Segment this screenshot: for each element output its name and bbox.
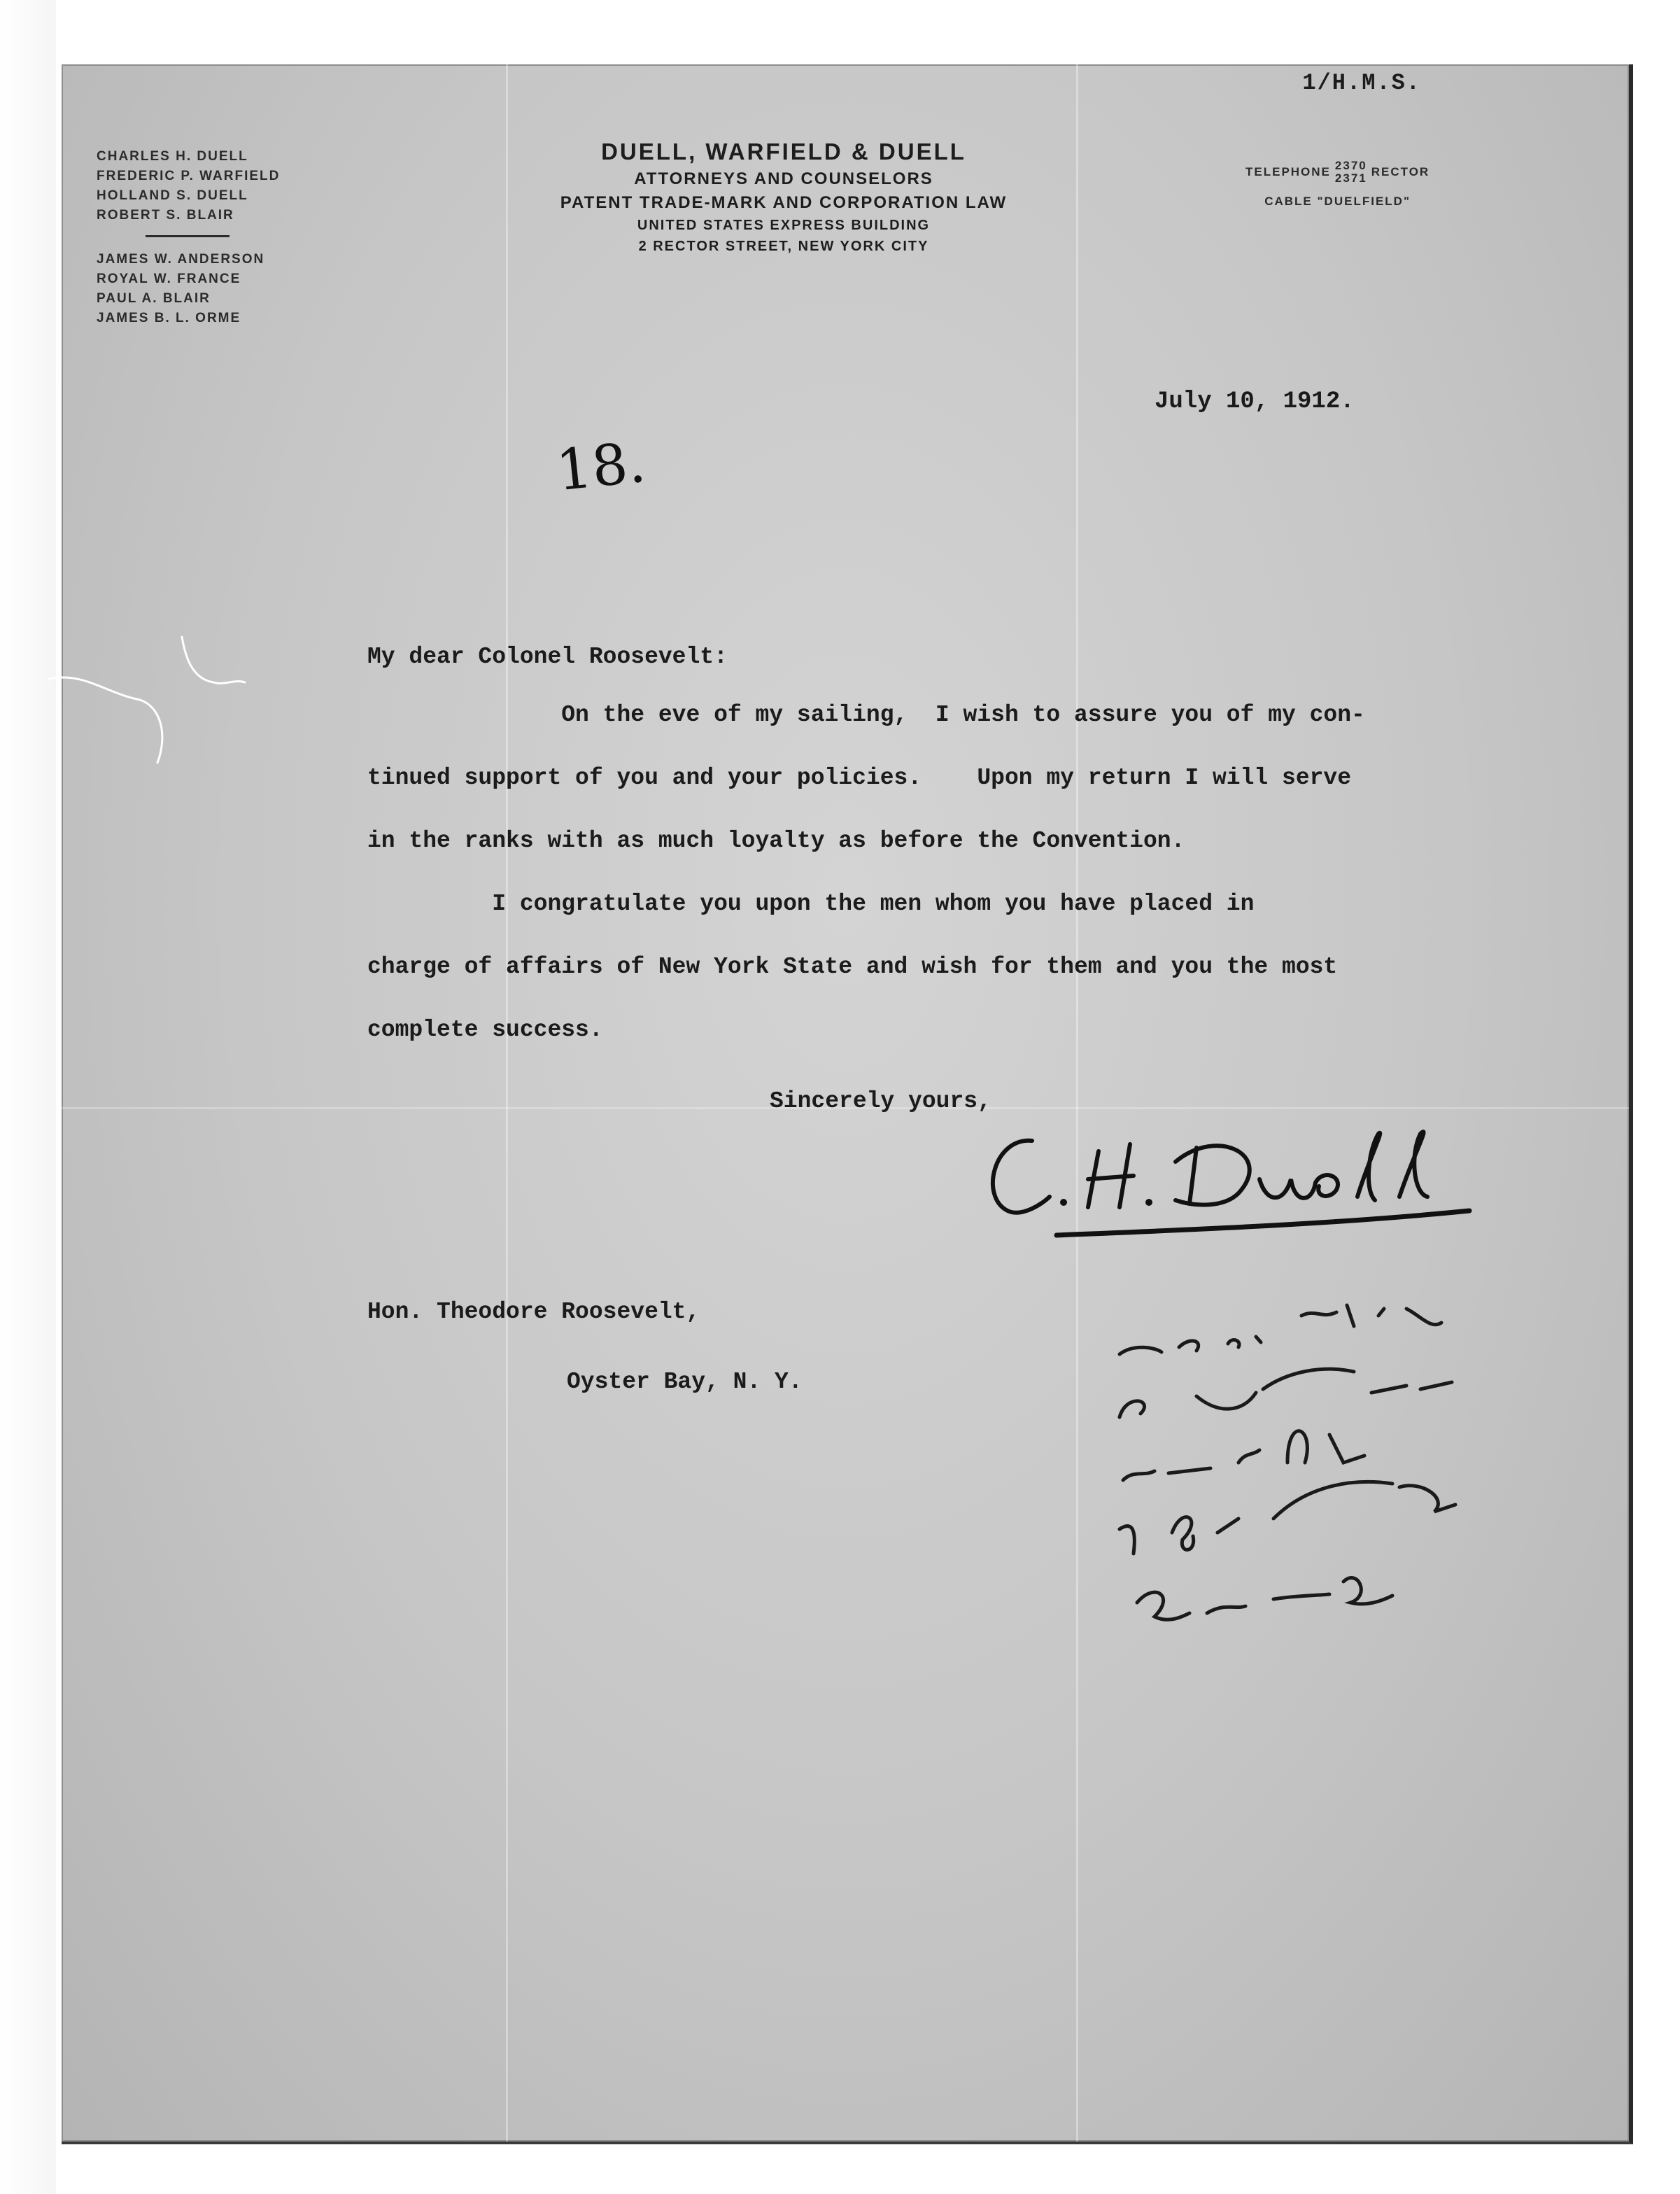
addressee-location: Oyster Bay, N. Y.	[567, 1369, 803, 1395]
telephone-label: TELEPHONE	[1245, 165, 1331, 178]
reference-code: 1/H.M.S.	[1302, 70, 1421, 96]
contact-info	[1245, 160, 1430, 209]
partner-name: CHARLES H. DUELL	[97, 149, 248, 164]
associate-name: PAUL A. BLAIR	[97, 291, 211, 306]
fold-line	[1076, 64, 1078, 2142]
shorthand-notes	[1113, 1288, 1602, 1652]
telephone-number: 2371	[1334, 171, 1367, 185]
partner-name: ROBERT S. BLAIR	[97, 208, 234, 223]
body-line: On the eve of my sailing, I wish to assure you of my con-	[367, 702, 1365, 728]
body-line: complete success.	[367, 1017, 603, 1043]
associate-name: ROYAL W. FRANCE	[97, 272, 241, 286]
telephone-number: 2370	[1334, 159, 1367, 172]
letter-date: July 10, 1912.	[1155, 388, 1355, 415]
firm-name: DUELL, WARFIELD & DUELL	[601, 139, 966, 164]
body-text	[367, 684, 1487, 1062]
firm-practice: PATENT TRADE-MARK AND CORPORATION LAW	[560, 193, 1008, 212]
fold-line	[506, 64, 508, 2142]
firm-building: UNITED STATES EXPRESS BUILDING	[637, 218, 931, 233]
body-line: I congratulate you upon the men whom you have placed in	[367, 891, 1255, 917]
body-line: charge of affairs of New York State and wish for them and you the most	[367, 954, 1338, 980]
divider	[146, 235, 230, 237]
closing: Sincerely yours,	[770, 1088, 991, 1114]
letter-body	[367, 644, 1487, 1062]
associate-name: JAMES W. ANDERSON	[97, 252, 265, 267]
body-line: in the ranks with as much loyalty as before the Convention.	[367, 828, 1185, 854]
firm-address: 2 RECTOR STREET, NEW YORK CITY	[638, 239, 929, 254]
telephone-exchange: RECTOR	[1371, 165, 1430, 178]
body-line: tinued support of you and your policies. Upon my return I will serve	[367, 765, 1352, 791]
addressee-name: Hon. Theodore Roosevelt,	[367, 1299, 700, 1325]
partner-name: FREDERIC P. WARFIELD	[97, 169, 281, 183]
associate-name: JAMES B. L. ORME	[97, 311, 241, 325]
partner-list	[97, 147, 280, 328]
signature	[966, 1113, 1497, 1246]
handwritten-number: 18.	[553, 429, 649, 504]
salutation: My dear Colonel Roosevelt:	[367, 644, 728, 670]
letterhead	[490, 136, 1078, 257]
partner-name: HOLLAND S. DUELL	[97, 188, 248, 203]
photo-background	[0, 0, 56, 2194]
addressee	[367, 1277, 803, 1417]
cable-address: CABLE "DUELFIELD"	[1264, 195, 1411, 208]
firm-role: ATTORNEYS AND COUNSELORS	[634, 169, 933, 188]
white-scribble	[42, 630, 266, 770]
